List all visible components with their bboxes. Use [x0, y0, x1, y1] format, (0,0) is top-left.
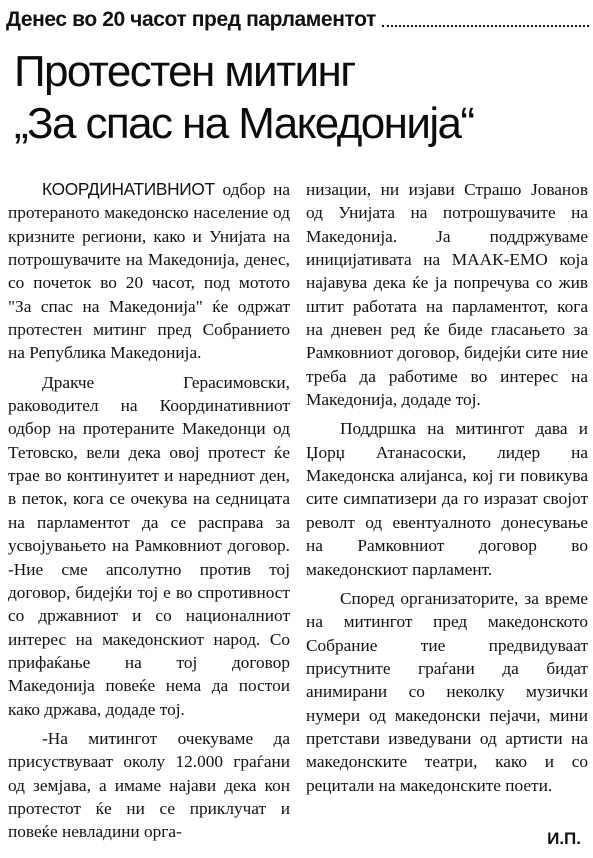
article-column-left — [8, 178, 290, 844]
paragraph — [8, 178, 290, 365]
article-column-right — [306, 178, 588, 797]
paragraph: -На митингот очекуваме да присуствуваат околу 12.000 граѓани од земјава, а имаме најави дека кон протестот ќе ни се приклучат и повеќе невладини орга- — [8, 728, 290, 842]
kicker: Денес во 20 часот пред парламентот — [6, 8, 376, 31]
headline-line-1: Протестен митинг — [14, 47, 355, 96]
paragraph: низации, ни изјави Страшо Јованов од Унијата на потрошувачите на Македонија. Ја поддржуваме иницијативата на МААК-ЕМО која најавува дека ќе ја попречува со жив штит работата на парламентот, кога на дневен ред ќе биде гласањето за Рамковниот договор, бидејќи сите ние треба да работиме во интерес на Македонија, додаде тој. — [306, 180, 588, 410]
paragraph: Дракче Герасимовски, раководител на Координативниот одбор на протераните Македонци од Тетовско, вели дека овој протест ќе трае во континуитет и наредниот ден, в петок, кога се очекува на седницата на парламентот да се расправа за усвојувањето на Рамковниот договор. -Ние сме апсолутно против тој договор, бидејќи тој е во спротивност со државниот и со националниот интерес на македонскиот народ. Со прифаќање на тој договор Македонија повеќе нема да постои како држава, додаде тој. — [8, 372, 290, 719]
kicker-dotted-rule — [382, 25, 589, 27]
kicker-row — [6, 2, 589, 32]
headline-line-2: „За спас на Македонија“ — [14, 99, 474, 148]
lead-word: КООРДИНАТИВНИОТ — [42, 179, 215, 199]
article-body — [8, 178, 588, 842]
paragraph: Според организаторите, за време на митингот пред македонското Собрание тие предвидуваат присутните граѓани да бидат анимирани со неколку музички нумери од македонски пејачи, мини претстави изведувани од артисти на македонските театри, како и со рецитали на македонските поети. — [306, 588, 588, 795]
paragraph: Поддршка на митингот дава и Џорџ Атанасоски, лидер на Македонска алијанса, кој ги повикува сите симпатизери да го изразат својот револт од евентуалното донесување на Рамковниот договор во македонскиот парламент. — [306, 419, 588, 579]
headline — [14, 46, 589, 150]
paragraph-text: одбор на протераното македонско население од кризните региони, како и Унијата на потрошувачите на Македонија, денес, со почеток во 20 часот, под мотото "За спас на Македонија" ќе одржат протестен митинг пред Собранието на Република Македонија. — [8, 180, 290, 363]
byline: И.П. — [547, 829, 581, 848]
